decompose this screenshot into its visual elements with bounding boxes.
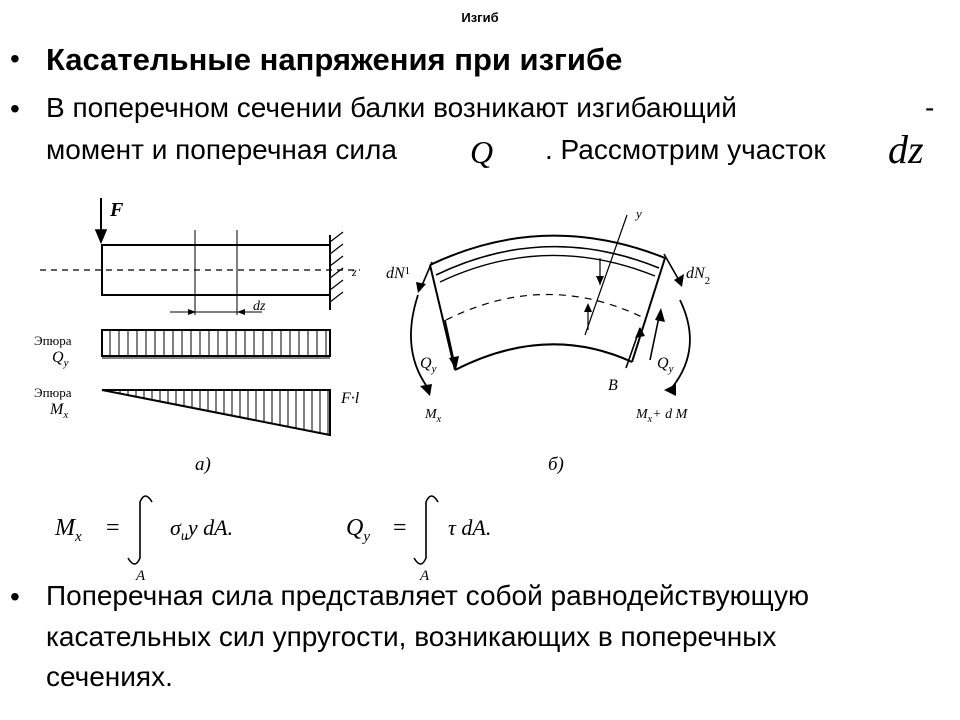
slide-title: Касательные напряжения при изгибе	[46, 42, 623, 77]
f1-lhs: M	[55, 515, 75, 541]
beam-element-b	[411, 215, 690, 396]
label-qy-right: Q	[657, 355, 669, 372]
element-neutral-axis	[446, 294, 644, 320]
bullet-dot: •	[10, 581, 20, 612]
label-mx-right: M	[636, 407, 648, 422]
label-mx-right-sub: x	[647, 414, 653, 425]
svg-text:Qy	[657, 355, 674, 375]
svg-text:Mx	[424, 407, 442, 425]
svg-text:σиy dA.	[170, 515, 233, 544]
wall-hatch	[330, 232, 343, 302]
bullet2-line2-a: момент и поперечная сила	[46, 134, 397, 165]
layer-arc-1	[436, 247, 659, 275]
label-mx-right-tail: + d M	[652, 407, 688, 422]
f2-integral	[414, 496, 438, 564]
caption-a: а)	[195, 454, 211, 475]
svg-text:dN1	[386, 265, 410, 282]
f1-sigma: σ	[170, 515, 181, 540]
bullet2-dash: -	[925, 92, 935, 123]
f2-lhs: Q	[346, 515, 364, 541]
label-b: B	[608, 377, 618, 394]
bullet2-line1: В поперечном сечении балки возникают изгибающий	[46, 92, 737, 123]
label-dn2: dN	[686, 265, 705, 282]
label-qy-left: Q	[420, 355, 432, 372]
moment-arc-right	[670, 300, 690, 390]
label-y: y	[636, 206, 642, 221]
svg-text:Qy	[52, 349, 69, 369]
svg-text:Mx+ d M	[635, 407, 689, 425]
bullet2-line2-b: . Рассмотрим участок	[545, 134, 826, 165]
label-mx-left-sub: x	[436, 414, 442, 425]
label-epure-q: Эпюра	[34, 333, 72, 348]
label-epure-m-sym: M	[50, 401, 64, 418]
label-qy-left-sub: y	[431, 363, 437, 375]
caption-b: б)	[548, 454, 564, 475]
symbol-q: Q	[470, 134, 494, 170]
f1-limit: A	[136, 568, 146, 584]
f2-limit: A	[420, 568, 430, 584]
f1-tail: y dA.	[187, 515, 234, 540]
dz-arrow-right	[237, 309, 245, 315]
bullet3-line3: сечениях.	[46, 661, 173, 692]
label-dn2-sub: 2	[704, 275, 711, 287]
svg-text:Qy	[420, 355, 437, 375]
bullet3-line2: касательных сил упругости, возникающих в поперечных	[46, 621, 777, 652]
label-qy-right-sub: y	[668, 363, 674, 375]
label-epure-q-sub: y	[63, 357, 69, 369]
symbol-dz: dz	[888, 127, 924, 172]
f1-eq: =	[106, 515, 120, 541]
label-epure-m: Эпюра	[34, 385, 72, 400]
label-dn1-sub: 1	[404, 265, 411, 277]
label-epure-q-sym: Q	[52, 349, 64, 366]
force-arrowhead	[96, 230, 106, 242]
f2-body: τ dA.	[448, 515, 492, 540]
f1-integral	[128, 496, 152, 564]
moment-arc-left	[411, 295, 428, 388]
f1-lhs-sub: x	[75, 529, 82, 545]
label-f: F	[110, 199, 124, 221]
epure-q-hatch	[110, 330, 326, 356]
label-dn1: dN	[386, 265, 405, 282]
inner-arc	[455, 344, 632, 370]
labels-a	[34, 199, 360, 475]
label-mx-left: M	[425, 407, 437, 422]
outer-arc	[430, 236, 665, 265]
f2-eq: =	[393, 515, 407, 541]
bullet-dot: •	[10, 93, 20, 124]
label-z: z	[352, 265, 357, 279]
epure-q-rect	[102, 330, 330, 356]
svg-text:Mx	[49, 401, 68, 421]
bullet3-line1: Поперечная сила представляет собой равнодействующую	[46, 580, 809, 611]
f2-lhs-sub: y	[363, 529, 371, 545]
bullet-dot: •	[10, 43, 20, 74]
svg-text:Mx	[54, 515, 82, 545]
label-dz: dz	[253, 299, 266, 314]
slide-header: Изгиб	[461, 10, 499, 25]
beam-figure	[0, 190, 960, 590]
layer-arc-2	[440, 255, 655, 282]
svg-text:Qy	[346, 515, 370, 545]
f1-sigma-sub: и	[180, 529, 188, 544]
formulas	[54, 496, 491, 584]
beam-diagram-a	[40, 198, 360, 435]
label-fl: F·l	[341, 390, 360, 407]
label-epure-m-sub: x	[63, 409, 69, 421]
svg-text:dN2	[686, 265, 710, 287]
y-axis	[585, 215, 627, 335]
